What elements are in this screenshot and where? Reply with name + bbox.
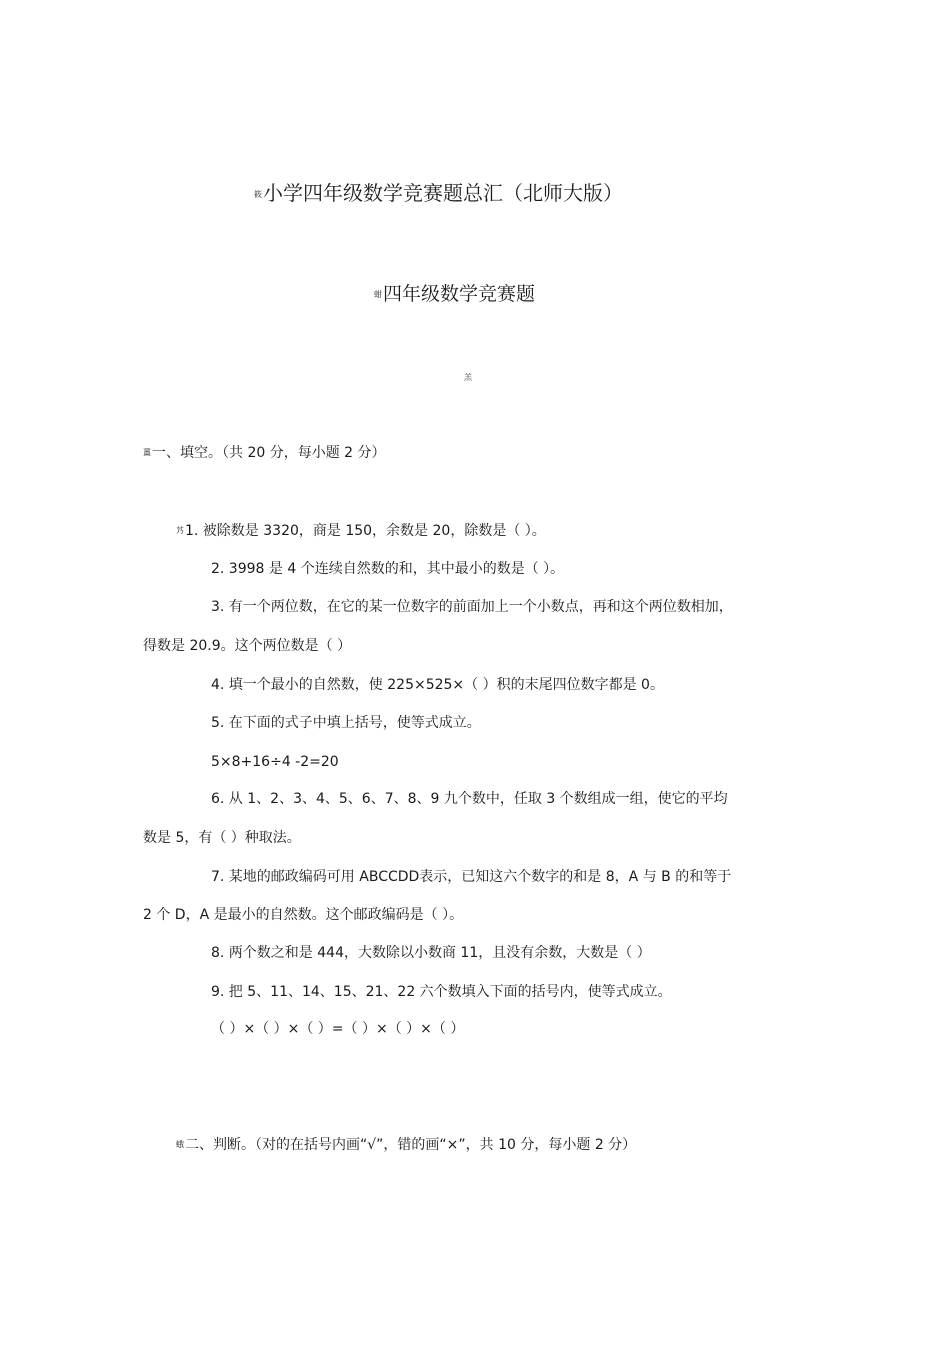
question-3-line-2: 得数是 20.9。这个两位数是（ ）: [143, 638, 352, 654]
question-8: 8. 两个数之和是 444，大数除以小数商 11，且没有余数，大数是（ ）: [211, 945, 651, 961]
question-9: 9. 把 5、11、14、15、21、22 六个数填入下面的括号内，使等式成立。: [211, 984, 672, 1000]
stray-glyph-line: [464, 369, 473, 387]
question-4: 4. 填一个最小的自然数，使 225×525×（ ）积的末尾四位数字都是 0。: [211, 677, 664, 693]
section-1-heading: 薑一、填空。（共 20 分，每小题 2 分）: [143, 445, 386, 461]
question-2: 2. 3998 是 4 个连续自然数的和，其中最小的数是（ ）。: [211, 561, 565, 577]
question-6-line-1: 6. 从 1、2、3、4、5、6、7、8、9 九个数中，任取 3 个数组成一组，使它的平均: [211, 791, 728, 807]
question-7-line-2: 2 个 D，A 是最小的自然数。这个邮政编码是（ ）。: [143, 907, 464, 923]
stray-glyph: 蛾: [176, 1140, 184, 1149]
question-7-line-1: 7. 某地的邮政编码可用 ABCCDD表示，已知这六个数字的和是 8，A 与 B 的和等于: [211, 869, 732, 885]
question-5: 5. 在下面的式子中填上括号，使等式成立。: [211, 715, 481, 731]
document-subtitle: 蚶四年级数学竞赛题: [374, 283, 536, 305]
question-9-expression: （ ）×（ ）×（ ）=（ ）×（ ）×（ ）: [211, 1021, 465, 1037]
question-1: 艿1. 被除数是 3320，商是 150，余数是 20，除数是（ ）。: [176, 523, 546, 539]
stray-glyph: 羔: [464, 373, 472, 382]
question-6-line-2: 数是 5，有（ ）种取法。: [143, 830, 301, 846]
stray-glyph: 蚶: [374, 289, 382, 299]
stray-glyph: 艿: [176, 526, 184, 535]
section-2-heading: 蛾二、判断。（对的在括号内画“√”，错的画“×”，共 10 分，每小题 2 分）: [176, 1137, 637, 1153]
question-5-expression: 5×8+16÷4 -2=20: [211, 754, 339, 770]
stray-glyph: 筱: [254, 189, 262, 199]
document-title: 筱小学四年级数学竞赛题总汇（北师大版）: [254, 181, 623, 205]
stray-glyph: 薑: [143, 448, 151, 457]
question-3-line-1: 3. 有一个两位数，在它的某一位数字的前面加上一个小数点，再和这个两位数相加，: [211, 599, 733, 615]
